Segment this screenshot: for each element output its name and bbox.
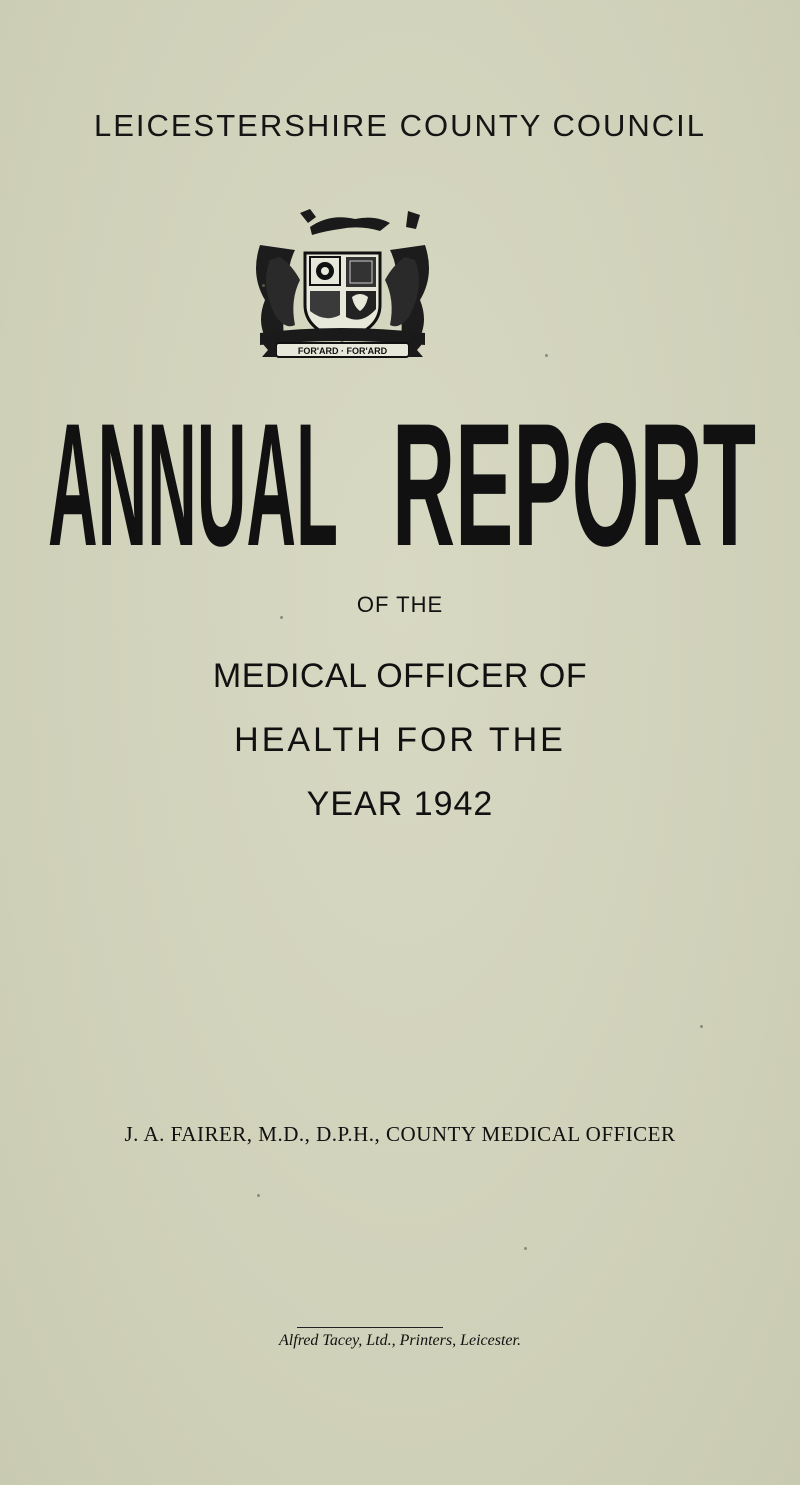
crest-motto: FOR'ARD · FOR'ARD xyxy=(297,346,388,356)
paper-speck xyxy=(280,616,283,619)
paper-speck xyxy=(700,1025,703,1028)
title-report: REPORT xyxy=(392,415,756,550)
divider xyxy=(297,1327,443,1328)
coat-of-arms-icon xyxy=(240,205,445,360)
health-line: HEALTH FOR THE xyxy=(234,721,566,759)
paper-speck xyxy=(545,354,548,357)
council-heading: LEICESTERSHIRE COUNTY COUNCIL xyxy=(93,108,707,143)
printer-credit: Alfred Tacey, Ltd., Printers, Leicester. xyxy=(279,1332,521,1349)
paper-speck xyxy=(257,1194,260,1197)
author-line: J. A. FAIRER, M.D., D.P.H., COUNTY MEDICAL OFFICER xyxy=(124,1122,676,1146)
annual-report-title xyxy=(40,415,760,550)
paper-speck xyxy=(262,284,265,287)
medical-officer-line: MEDICAL OFFICER OF xyxy=(212,657,588,695)
paper-speck xyxy=(524,1247,527,1250)
of-the-line: OF THE xyxy=(356,592,444,617)
year-line: YEAR 1942 xyxy=(306,785,494,823)
title-annual: ANNUAL xyxy=(48,415,338,550)
